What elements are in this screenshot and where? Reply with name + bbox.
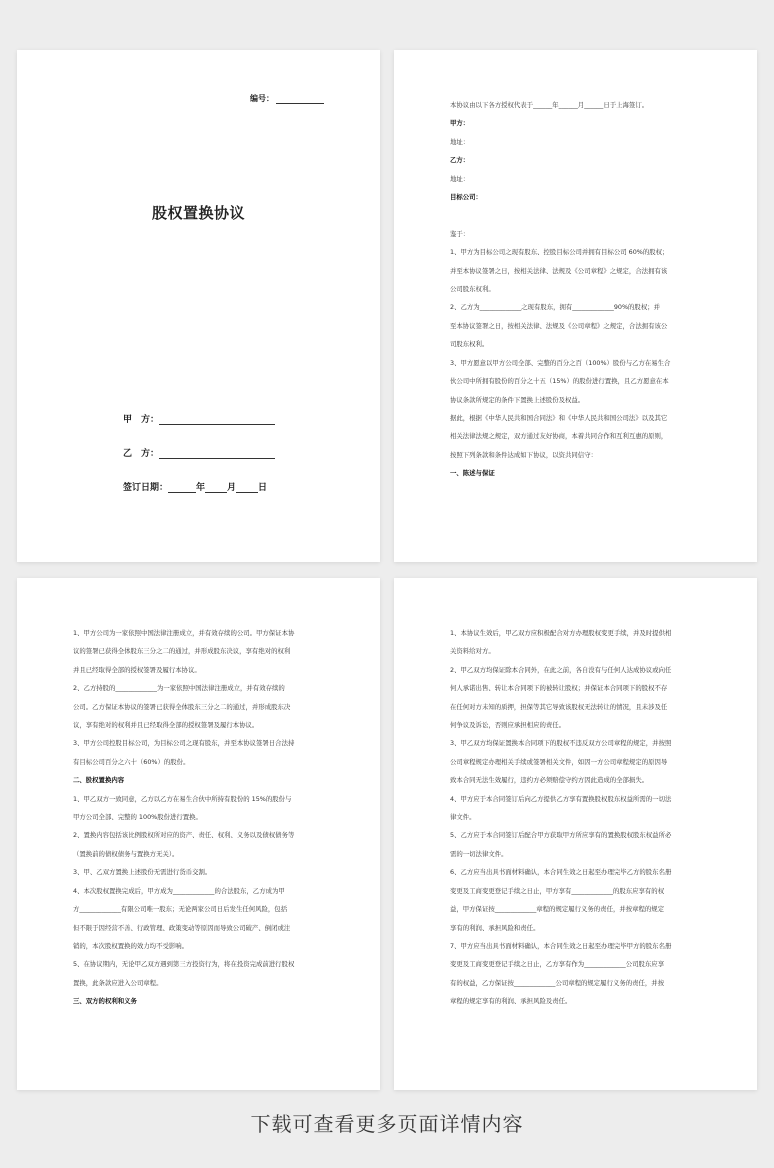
text-line: 销的，本次股权置换的效力均不受影响。 xyxy=(73,941,189,950)
text-line: 公司股东权利。 xyxy=(450,285,495,294)
agreement-number-blank xyxy=(276,95,324,104)
text-line: 有目标公司百分之六十（60%）的股份。 xyxy=(73,757,190,766)
party-a-heading: 甲方： xyxy=(450,119,470,128)
document-page-cover xyxy=(17,50,380,562)
party-b-blank xyxy=(159,449,275,459)
text-line: 公司。乙方保证本协议的签署已获得全体股东三分之二的通过，并形成股东决 xyxy=(73,702,291,711)
party-a-signature-line xyxy=(123,412,275,425)
month-label: 月 xyxy=(227,483,237,493)
text-line: 3、甲方愿意以甲方公司全部、完整的百分之百（100%）股份与乙方在易生合 xyxy=(450,358,671,367)
text-line: 1、甲方为目标公司之现有股东、控股目标公司并拥有目标公司 60%的股权； xyxy=(450,248,669,257)
text-line: 伙公司中所拥有股份的百分之十五（15%）的股份进行置换，且乙方愿意在本 xyxy=(450,377,669,386)
document-page-3 xyxy=(17,578,380,1090)
party-b-signature-line xyxy=(123,446,275,459)
text-line: 2、乙方持股的_____________为一家依照中国法律注册成立，并有效存续的 xyxy=(73,684,285,693)
text-line: 需的一切法律文件。 xyxy=(450,849,508,858)
text-line: 章程的规定享有的利润、承担风险及责任。 xyxy=(450,997,572,1006)
text-line: 公司章程规定办理相关手续或签署相关文件，如因一方公司章程规定的原因导 xyxy=(450,757,668,766)
text-line: 4、甲方应于本合同签订后向乙方提供乙方享有置换股权股东权益所需的一切法 xyxy=(450,794,672,803)
text-line: 至本协议签署之日，按相关法律、法规及《公司章程》之规定，合法拥有该公 xyxy=(450,321,668,330)
text-line: 3、甲、乙双方置换上述股份无需进行货币交割。 xyxy=(73,868,212,877)
text-line: 鉴于： xyxy=(450,229,470,238)
text-line: （置换前的债权债务与置换方无关）。 xyxy=(73,849,179,858)
text-line: 2、置换内容包括该比例股权所对应的资产、责任、权利、义务以及债权债务等 xyxy=(73,831,295,840)
text-line: 本协议由以下各方授权代表于______年______月______日于上海签订。 xyxy=(450,101,649,109)
text-line: 协议条款所规定的条件下置换上述股份及权益。 xyxy=(450,395,585,404)
text-line: 7、甲方应当出具书面材料确认，本合同生效之日起至办理完毕甲方的股东名册 xyxy=(450,941,672,950)
document-page-4 xyxy=(394,578,757,1090)
document-page-2 xyxy=(394,50,757,562)
text-line: 致本合同无法生效履行，违约方必须赔偿守约方因此造成的全部损失。 xyxy=(450,776,649,785)
text-line: 何争议及诉讼，否则应承担相应的责任。 xyxy=(450,721,566,730)
text-line: 5、乙方应于本合同签订后配合甲方获取甲方所应享有的置换股权股东权益所必 xyxy=(450,831,672,840)
party-a-blank xyxy=(159,415,275,425)
text-line: 相关法律法规之规定，双方通过友好协商，本着共同合作和互利互惠的原则， xyxy=(450,432,668,441)
month-blank xyxy=(205,483,227,493)
text-line: 并且已经取得全部的授权签署及履行本协议。 xyxy=(73,665,201,674)
text-line: 地址： xyxy=(450,174,470,183)
page-2-body xyxy=(450,96,713,483)
text-line: 关资料给对方。 xyxy=(450,647,495,656)
agreement-number-label: 编号： xyxy=(250,94,274,103)
text-line: 2、甲乙双方均保证除本合同外，在此之前，各自没有与任何人达成协议或向任 xyxy=(450,665,672,674)
section-heading: 二、股权置换内容 xyxy=(73,776,125,785)
text-line: 律文件。 xyxy=(450,813,476,822)
document-title: 股权置换协议 xyxy=(151,204,245,222)
text-line: 益，甲方保证按_____________章程的规定履行义务的责任，并按章程的规定 xyxy=(450,905,665,914)
party-b-heading: 乙方： xyxy=(450,156,470,165)
text-line: 置换，此条款应进入公司章程。 xyxy=(73,978,163,987)
target-company-heading: 目标公司： xyxy=(450,193,482,202)
section-heading: 一、陈述与保证 xyxy=(450,469,495,478)
text-line: 3、甲乙双方均保证置换本合同项下的股权不违反双方公司章程的规定，并按照 xyxy=(450,739,672,748)
page-4-body xyxy=(450,624,713,1011)
text-line: 4、本次股权置换完成后，甲方成为_____________的合法股东，乙方成为甲 xyxy=(73,886,285,895)
page-3-body xyxy=(73,624,336,1011)
text-line: 据此，根据《中华人民共和国合同法》和《中华人民共和国公司法》以及其它 xyxy=(450,413,668,422)
text-line: 变更及工商变更登记手续之日止，乙方享有作为_____________公司股东应享 xyxy=(450,960,665,969)
text-line: 方_____________有限公司唯一股东；无论两家公司日后发生任何风险，包括 xyxy=(73,905,288,914)
text-line: 1、甲方公司为一家依照中国法律注册成立，并有效存续的公司。甲方保证本协 xyxy=(73,629,295,637)
text-line: 2、乙方为_____________之现有股东，拥有_____________90%的股权；并 xyxy=(450,303,660,312)
text-line: 5、在协议期内，无论甲乙双方遇到第三方投资行为，将在投资完成前进行股权 xyxy=(73,960,295,969)
text-line: 议的签署已获得全体股东三分之二的通过，并形成股东决议，享有绝对的权利 xyxy=(73,647,291,656)
text-line: 3、甲方公司控股目标公司，为目标公司之现有股东，并至本协议签署日合法持 xyxy=(73,739,295,748)
agreement-number xyxy=(250,93,324,104)
text-line: 地址： xyxy=(450,137,470,146)
day-label: 日 xyxy=(258,483,268,493)
section-heading: 三、双方的权利和义务 xyxy=(73,997,137,1006)
blank-line xyxy=(450,206,713,224)
text-line: 享有的利润、承担风险和责任。 xyxy=(450,923,540,932)
text-line: 但不限于因经营不善、行政管理、政策变动等原因而导致公司破产、倒闭或注 xyxy=(73,923,291,932)
text-line: 1、本协议生效后，甲乙双方应积极配合对方办理股权变更手续，并及时提供相 xyxy=(450,629,672,637)
text-line: 甲方公司全部、完整的 100%股份进行置换。 xyxy=(73,813,202,822)
text-line: 有的权益，乙方保证按_____________公司章程的规定履行义务的责任，并按 xyxy=(450,978,665,987)
text-line: 并至本协议签署之日，按相关法律、法规及《公司章程》之规定，合法拥有该 xyxy=(450,266,668,275)
party-b-label: 乙 方： xyxy=(123,449,160,459)
text-line: 何人承诺出售、转让本合同项下的被转让股权；并保证本合同项下的股权不存 xyxy=(450,684,668,693)
text-line: 变更及工商变更登记手续之日止，甲方享有_____________的股东应享有的权 xyxy=(450,886,665,895)
party-a-label: 甲 方： xyxy=(123,415,160,425)
download-more-caption: 下载可查看更多页面详情内容 xyxy=(250,1112,524,1136)
text-line: 议，享有绝对的权利并且已经取得全部的授权签署及履行本协议。 xyxy=(73,721,259,730)
sign-date-line xyxy=(123,480,267,493)
text-line: 司股东权利。 xyxy=(450,340,489,349)
day-blank xyxy=(236,483,258,493)
text-line: 在任何对方未知的质押，担保等其它导致该股权无法转让的情况，且未涉及任 xyxy=(450,702,668,711)
year-label: 年 xyxy=(196,483,206,493)
text-line: 按照下列条款和条件达成如下协议，以资共同信守： xyxy=(450,450,597,459)
text-line: 6、乙方应当出具书面材料确认，本合同生效之日起至办理完毕乙方的股东名册 xyxy=(450,868,672,877)
text-line: 1、甲乙双方一致同意，乙方以乙方在易生合伙中所持有股份的 15%的股份与 xyxy=(73,794,292,803)
sign-date-label: 签订日期： xyxy=(123,483,169,493)
year-blank xyxy=(168,483,196,493)
